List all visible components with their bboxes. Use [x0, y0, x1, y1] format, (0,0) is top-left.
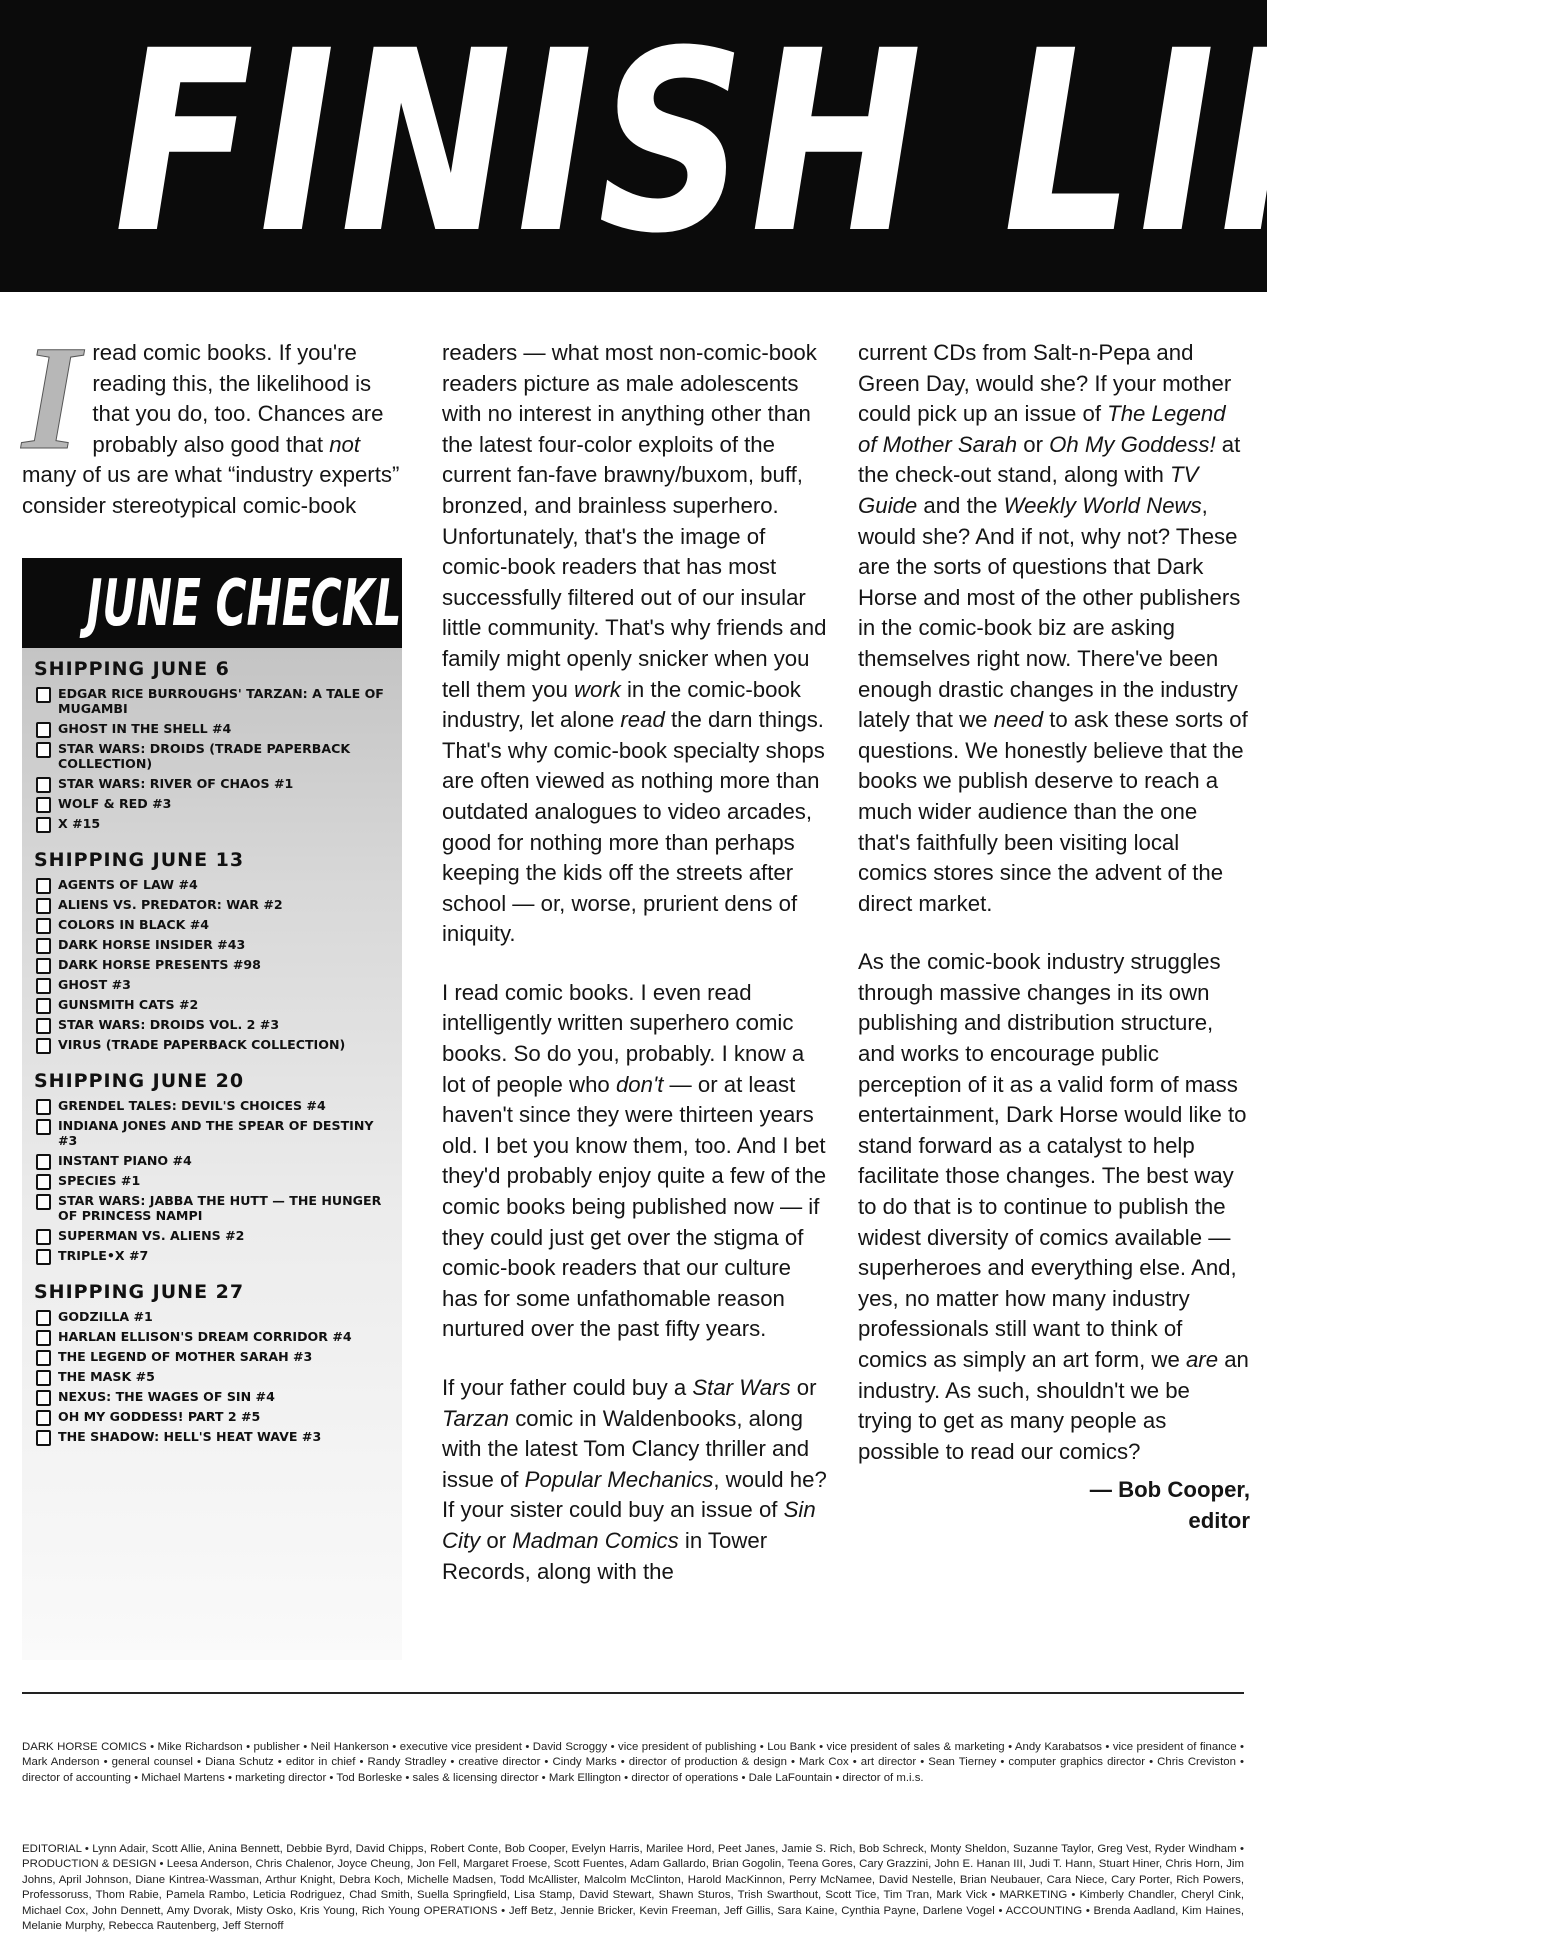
column-2 — [442, 338, 828, 1615]
checklist-item-label: STAR WARS: DROIDS VOL. 2 #3 — [58, 1017, 280, 1032]
checklist-item — [34, 937, 394, 952]
checklist-item-label: SUPERMAN VS. ALIENS #2 — [58, 1228, 245, 1243]
checklist-header — [22, 558, 477, 648]
checklist-item-label: DARK HORSE PRESENTS #98 — [58, 957, 261, 972]
checkbox-icon[interactable] — [36, 1330, 51, 1346]
checklist-item-label: STAR WARS: RIVER OF CHAOS #1 — [58, 776, 294, 791]
title-banner — [0, 0, 1541, 292]
checklist-item-label: GHOST IN THE SHELL #4 — [58, 721, 232, 736]
checklist-item-label: WOLF & RED #3 — [58, 796, 172, 811]
checklist-sections — [34, 658, 394, 1462]
checklist-item-label: THE MASK #5 — [58, 1369, 155, 1384]
signature-title: editor — [1188, 1507, 1250, 1533]
checklist-item-label: NEXUS: THE WAGES OF SIN #4 — [58, 1389, 275, 1404]
checklist-item-label: OH MY GODDESS! PART 2 #5 — [58, 1409, 261, 1424]
checklist-item-label: GUNSMITH CATS #2 — [58, 997, 199, 1012]
page-title: FINISH LINE — [114, 0, 1541, 288]
checkbox-icon[interactable] — [36, 742, 51, 758]
checklist-item-label: INDIANA JONES AND THE SPEAR OF DESTINY #3 — [58, 1118, 374, 1148]
checklist-item-label: EDGAR RICE BURROUGHS' TARZAN: A TALE OF MUGAMBI — [58, 686, 384, 716]
checkbox-icon[interactable] — [36, 1154, 51, 1170]
column-1 — [22, 315, 407, 550]
checklist-item-label: DARK HORSE INSIDER #43 — [58, 937, 246, 952]
checklist-item-label: THE SHADOW: HELL'S HEAT WAVE #3 — [58, 1429, 322, 1444]
signature-name: — Bob Cooper, — [1089, 1477, 1250, 1503]
drop-cap: I — [22, 315, 81, 481]
column-3 — [858, 338, 1250, 1537]
checklist-item — [34, 957, 394, 972]
checklist-item-label: GRENDEL TALES: DEVIL'S CHOICES #4 — [58, 1098, 326, 1113]
checklist-section — [34, 1281, 394, 1444]
paragraph: current CDs from Salt-n-Pepa and Green Day, would she? If your mother could pick up an issue of The Legend of Mother Sarah or Oh My Goddess! at the check-out stand, along with TV Guide and the Weekly World News, would she? And if not, why not? These are the sorts of questions that Dark Horse and most of the other publishers in the comic-book biz are asking themselves right now. There've been enough drastic changes in the industry lately that we need to ask these sorts of questions. We honestly believe that the books we publish deserve to reach a much wider audience than the one that's faithfully been visiting local comics stores since the advent of the direct market. — [858, 340, 1248, 916]
checklist-item-label: AGENTS OF LAW #4 — [58, 877, 198, 892]
checklist-item — [34, 1037, 394, 1052]
checkbox-icon[interactable] — [36, 998, 51, 1014]
checklist-title: JUNE CHECKLIST — [86, 567, 477, 641]
checklist-section — [34, 1070, 394, 1263]
checklist-item-label: ALIENS VS. PREDATOR: WAR #2 — [58, 897, 283, 912]
checkbox-icon[interactable] — [36, 1119, 51, 1135]
checklist-item — [34, 917, 394, 932]
divider — [22, 1692, 1244, 1694]
checkbox-icon[interactable] — [36, 1410, 51, 1426]
checklist-item-label: COLORS IN BLACK #4 — [58, 917, 210, 932]
checklist-item — [34, 1248, 394, 1263]
checklist-item-label: INSTANT PIANO #4 — [58, 1153, 192, 1168]
checklist-item — [34, 1329, 394, 1344]
checklist-item — [34, 1173, 394, 1188]
checkbox-icon[interactable] — [36, 1350, 51, 1366]
checkbox-icon[interactable] — [36, 722, 51, 738]
checklist-item — [34, 686, 394, 716]
checklist-section — [34, 849, 394, 1052]
checklist-item-label: THE LEGEND OF MOTHER SARAH #3 — [58, 1349, 313, 1364]
checklist-item-label: X #15 — [58, 816, 101, 831]
section-heading: SHIPPING JUNE 13 — [34, 849, 245, 871]
checkbox-icon[interactable] — [36, 1174, 51, 1190]
paragraph: readers — what most non-comic-book readers picture as male adolescents with no interest in anything other than the latest four-color exploits of the current fan-fave brawny/buxom, buff, bronzed, and brainless superhero. Unfortunately, that's the image of comic-book readers that has most successfully filtered out of our insular little community. That's why friends and family might openly snicker when you tell them you work in the comic-book industry, let alone read the darn things. That's why comic-book specialty shops are often viewed as nothing more than outdated analogues to video arcades, good for nothing more than perhaps keeping the kids off the streets after school — or, worse, prurient dens of iniquity. — [442, 340, 827, 947]
section-heading: SHIPPING JUNE 27 — [34, 1281, 245, 1303]
checklist-item — [34, 997, 394, 1012]
checkbox-icon[interactable] — [36, 1430, 51, 1446]
checkbox-icon[interactable] — [36, 1018, 51, 1034]
checklist-item — [34, 1193, 394, 1223]
checkbox-icon[interactable] — [36, 898, 51, 914]
checklist-item — [34, 897, 394, 912]
checkbox-icon[interactable] — [36, 817, 51, 833]
checklist-item — [34, 1369, 394, 1384]
checklist-item-label: TRIPLE•X #7 — [58, 1248, 149, 1263]
checkbox-icon[interactable] — [36, 918, 51, 934]
checkbox-icon[interactable] — [36, 1249, 51, 1265]
section-heading: SHIPPING JUNE 6 — [34, 658, 230, 680]
checkbox-icon[interactable] — [36, 1099, 51, 1115]
checklist-item-label: STAR WARS: DROIDS (TRADE PAPERBACK COLLECTION) — [58, 741, 351, 771]
checkbox-icon[interactable] — [36, 978, 51, 994]
checklist-item-label: GHOST #3 — [58, 977, 131, 992]
june-checklist — [22, 558, 477, 1660]
checkbox-icon[interactable] — [36, 1370, 51, 1386]
checklist-item — [34, 1017, 394, 1032]
checkbox-icon[interactable] — [36, 878, 51, 894]
masthead-credits: DARK HORSE COMICS • Mike Richardson • publisher • Neil Hankerson • executive vice president • David Scroggy • vice president of publishing • Lou Bank • vice president of sales & marketing • Andy Karabatsos • vice president of finance • Mark Anderson • general counsel • Diana Schutz • editor in chief • Randy Stradley • creative director • Cindy Marks • director of production & design • Mark Cox • art director • Sean Tierney • computer graphics director • Chris Creviston • director of accounting • Michael Martens • marketing director • Tod Borleske • sales & licensing director • Mark Ellington • director of operations • Dale LaFountain • director of m.i.s. — [22, 1741, 1244, 1784]
staff-credits: EDITORIAL • Lynn Adair, Scott Allie, Anina Bennett, Debbie Byrd, David Chipps, Robert Conte, Bob Cooper, Evelyn Harris, Marilee Hord, Peet Janes, Jamie S. Rich, Bob Schreck, Monty Sheldon, Suzanne Taylor, Greg Vest, Ryder Windham • PRODUCTION & DESIGN • Leesa Anderson, Chris Chalenor, Joyce Cheung, Jon Fell, Margaret Froese, Scott Fuentes, Adam Gallardo, Brian Gogolin, Teena Gores, Cary Grazzini, John E. Hanan III, Judi T. Hann, Stuart Hiner, Chris Horn, Jim Johns, April Johnson, Diane Kintrea-Wassman, Arthur Knight, Debra Koch, Michelle Madsen, Todd McAllister, Malcolm McClinton, Harold MacKinnon, Perry McNamee, David Nestelle, Brian Neubauer, Cara Niece, Cary Porter, Rich Powers, Professoruss, Thom Rabie, Pamela Rambo, Leticia Rodriguez, Chad Smith, Suella Springfield, Lisa Stamp, David Stewart, Shawn Sturos, Trish Swarthout, Scott Tice, Tim Tran, Mark Vick • MARKETING • Kimberly Chandler, Cheryl Cink, Michael Cox, John Dennett, Amy Dvorak, Misty Osko, Kris Young, Rich Young OPERATIONS • Jeff Betz, Jennie Bricker, Kevin Freeman, Jeff Gillis, Sara Kaine, Cynthia Payne, Darlene Vogel • ACCOUNTING • Brenda Aadland, Kim Haines, Melanie Murphy, Rebecca Rautenberg, Jeff Sternoff — [22, 1843, 1244, 1933]
checklist-item-label: STAR WARS: JABBA THE HUTT — THE HUNGER OF PRINCESS NAMPI — [58, 1193, 382, 1223]
checklist-item — [34, 1389, 394, 1404]
checklist-item — [34, 1118, 394, 1148]
checklist-item — [34, 977, 394, 992]
checklist-item — [34, 741, 394, 771]
checklist-item — [34, 1409, 394, 1424]
checklist-item — [34, 816, 394, 831]
checkbox-icon[interactable] — [36, 958, 51, 974]
checklist-item — [34, 1349, 394, 1364]
checklist-item-label: VIRUS (TRADE PAPERBACK COLLECTION) — [58, 1037, 346, 1052]
checklist-item — [34, 1429, 394, 1444]
checklist-item-label: HARLAN ELLISON'S DREAM CORRIDOR #4 — [58, 1329, 352, 1344]
paragraph: If your father could buy a Star Wars or Tarzan comic in Waldenbooks, along with the latest Tom Clancy thriller and issue of Popular Mechanics, would he? If your sister could buy an issue of Sin City or Madman Comics in Tower Records, along with the — [442, 1375, 827, 1584]
checklist-item — [34, 1098, 394, 1113]
checkbox-icon[interactable] — [36, 1194, 51, 1210]
checkbox-icon[interactable] — [36, 1229, 51, 1245]
checklist-item-label: SPECIES #1 — [58, 1173, 141, 1188]
checklist-item — [34, 796, 394, 811]
checklist-item — [34, 776, 394, 791]
checklist-section — [34, 658, 394, 831]
checkbox-icon[interactable] — [36, 797, 51, 813]
checklist-item-label: GODZILLA #1 — [58, 1309, 153, 1324]
checkbox-icon[interactable] — [36, 1038, 51, 1054]
checklist-item — [34, 1309, 394, 1324]
checklist-item — [34, 1153, 394, 1168]
paragraph: As the comic-book industry struggles through massive changes in its own publishing and distribution structure, and works to encourage public perception of it as a valid form of mass entertainment, Dark Horse would like to stand forward as a catalyst to help facilitate those changes. The best way to do that is to continue to publish the widest diversity of comics available — superheroes and everything else. And, yes, no matter how many industry professionals still want to think of comics as simply an art form, we are an industry. As such, shouldn't we be trying to get as many people as possible to read our comics? — [858, 949, 1249, 1464]
checkbox-icon[interactable] — [36, 687, 51, 703]
paragraph: I read comic books. I even read intelligently written superhero comic books. So do you, probably. I know a lot of people who don't — or at least haven't since they were thirteen years old. I bet you know them, too. And I bet they'd probably enjoy quite a few of the comic books being published now — if they could just get over the stigma of comic-book readers that our culture has for some unfathomable reason nurtured over the past fifty years. — [442, 979, 827, 1342]
checkbox-icon[interactable] — [36, 777, 51, 793]
checkbox-icon[interactable] — [36, 1310, 51, 1326]
checklist-item — [34, 877, 394, 892]
section-heading: SHIPPING JUNE 20 — [34, 1070, 245, 1092]
checklist-item — [34, 721, 394, 736]
intro-paragraph: Iread comic books. If you're reading this, the likelihood is that you do, too. Chances are probably also good that not many of us are what “industry experts” consider stereotypical comic-book — [22, 315, 400, 518]
checkbox-icon[interactable] — [36, 938, 51, 954]
checkbox-icon[interactable] — [36, 1390, 51, 1406]
checklist-item — [34, 1228, 394, 1243]
